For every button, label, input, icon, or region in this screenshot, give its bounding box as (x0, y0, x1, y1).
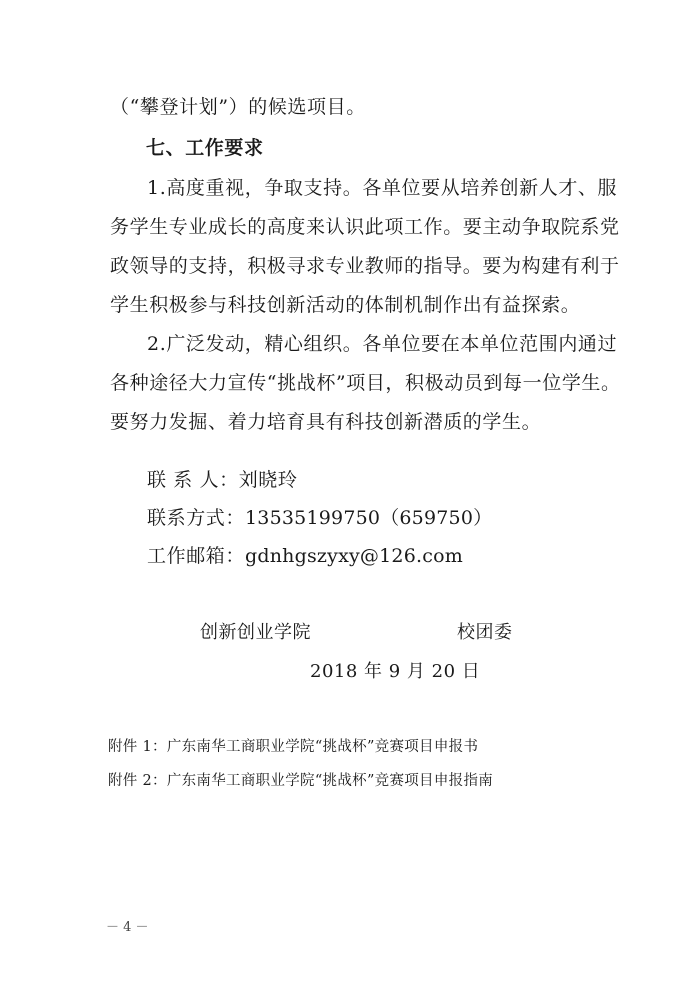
body-line-9: 要努力发掘、着力培育具有科技创新潜质的学生。 (110, 411, 542, 433)
contact-email-value: gdnhgszyxy@126.com (245, 545, 463, 567)
body-line-3: 1.高度重视，争取支持。各单位要从培养创新人才、服 (147, 177, 618, 199)
page-number: － 4 － (106, 920, 149, 935)
contact-phone-value: 13535199750（659750） (245, 507, 493, 529)
contact-person-label: 联 系 人： (147, 469, 239, 491)
attachment-2: 附件 2：广东南华工商职业学院“挑战杯”竞赛项目申报指南 (108, 773, 494, 789)
attachment-1: 附件 1：广东南华工商职业学院“挑战杯”竞赛项目申报书 (108, 739, 479, 755)
signature-date: 2018 年 9 月 20 日 (310, 661, 481, 682)
body-line-5: 政领导的支持，积极寻求专业教师的指导。要为构建有利于 (110, 255, 620, 277)
body-line-6: 学生积极参与科技创新活动的体制机制作出有益探索。 (110, 294, 581, 316)
contact-phone-label: 联系方式： (147, 507, 246, 529)
body-line-1: （“攀登计划”）的候选项目。 (110, 96, 366, 118)
signature-org-youth-league: 校团委 (457, 622, 513, 643)
contact-email-row (147, 544, 463, 568)
body-line-4: 务学生专业成长的高度来认识此项工作。要主动争取院系党 (110, 216, 620, 238)
section-heading: 七、工作要求 (146, 137, 264, 159)
body-line-7: 2.广泛发动，精心组织。各单位要在本单位范围内通过 (147, 333, 618, 355)
contact-email-label: 工作邮箱： (147, 545, 246, 567)
contact-phone-row (147, 506, 492, 530)
contact-person-value: 刘晓玲 (238, 469, 298, 491)
contact-person-row (147, 468, 298, 492)
signature-org-innovation: 创新创业学院 (200, 622, 311, 643)
body-line-8: 各种途径大力宣传“挑战杯”项目，积极动员到每一位学生。 (110, 372, 621, 394)
